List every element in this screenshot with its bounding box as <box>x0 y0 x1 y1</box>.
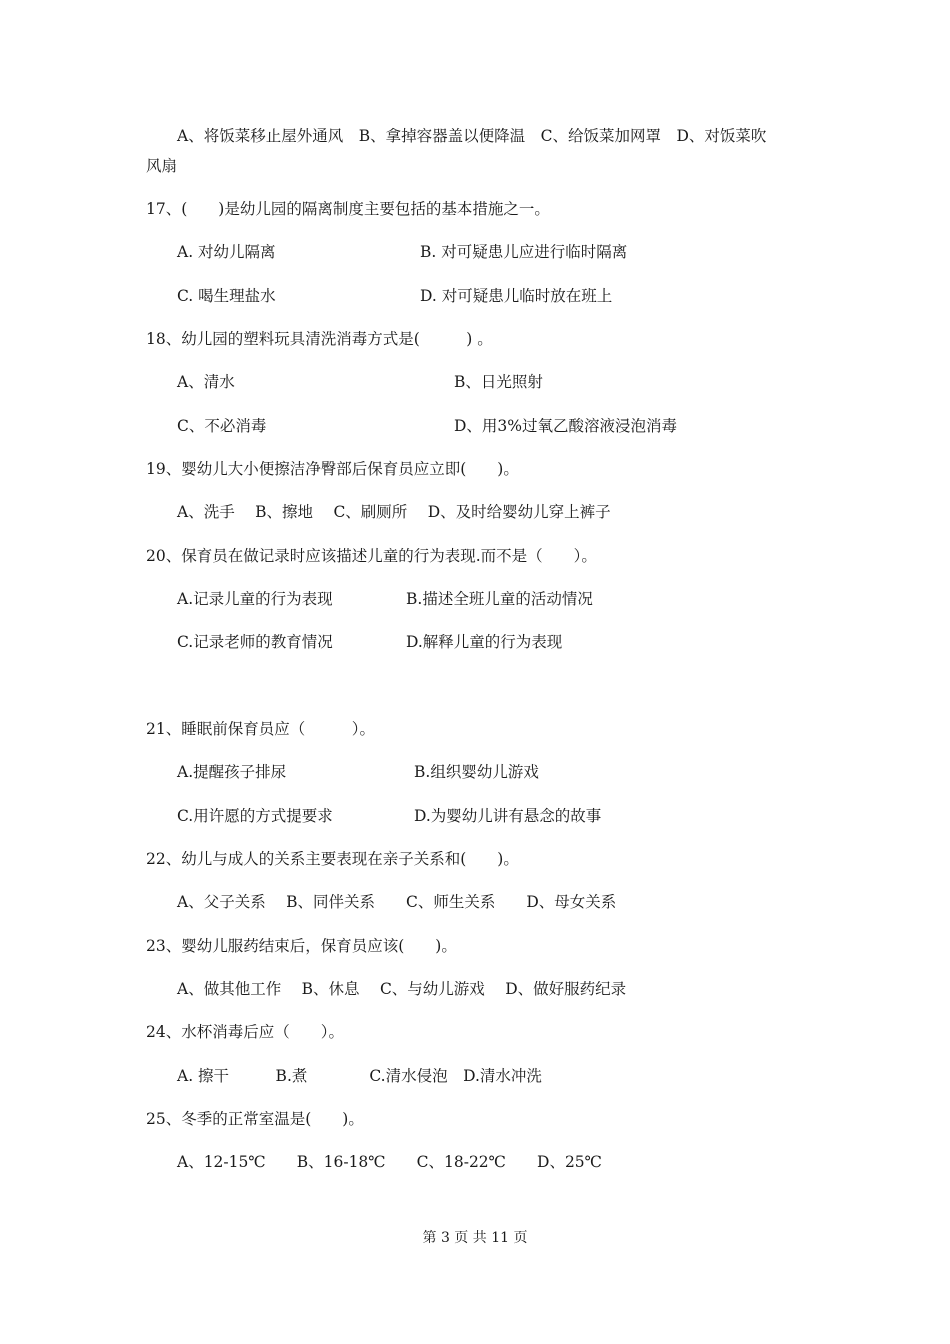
question-18-option-c: C、不必消毒 <box>177 417 267 435</box>
question-23-stem: 23、婴幼儿服药结束后，保育员应该( )。 <box>146 937 457 955</box>
question-22-options: A、父子关系 B、同伴关系 C、师生关系 D、母女关系 <box>177 893 617 911</box>
question-24-stem: 24、水杯消毒后应（ ）。 <box>146 1023 344 1041</box>
question-22-stem: 22、幼儿与成人的关系主要表现在亲子关系和( )。 <box>146 850 519 868</box>
question-24-options: A. 擦干 B.煮 C.清水侵泡 D.清水冲洗 <box>177 1067 542 1085</box>
question-25-stem: 25、冬季的正常室温是( )。 <box>146 1110 364 1128</box>
question-21-stem: 21、睡眠前保育员应（ ）。 <box>146 720 375 738</box>
question-21-option-c: C.用许愿的方式提要求 <box>177 807 333 825</box>
question-18-stem: 18、幼儿园的塑料玩具清洗消毒方式是( ) 。 <box>146 330 493 348</box>
question-21-option-a: A.提醒孩子排尿 <box>177 763 287 781</box>
question-18-option-d: D、用3%过氧乙酸溶液浸泡消毒 <box>454 417 678 435</box>
question-18-option-a: A、清水 <box>177 373 235 391</box>
question-20-option-d: D.解释儿童的行为表现 <box>406 633 563 651</box>
question-17-option-a: A. 对幼儿隔离 <box>177 243 276 261</box>
question-16-options-line-2: 风扇 <box>146 157 178 175</box>
question-17-option-b: B. 对可疑患儿应进行临时隔离 <box>420 243 628 261</box>
question-17-option-c: C. 喝生理盐水 <box>177 287 276 305</box>
question-17-stem: 17、( )是幼儿园的隔离制度主要包括的基本措施之一。 <box>146 200 550 218</box>
question-20-option-c: C.记录老师的教育情况 <box>177 633 333 651</box>
question-20-option-b: B.描述全班儿童的活动情况 <box>406 590 593 608</box>
question-21-option-b: B.组织婴幼儿游戏 <box>414 763 539 781</box>
question-17-option-d: D. 对可疑患儿临时放在班上 <box>420 287 613 305</box>
question-25-options: A、12-15℃ B、16-18℃ C、18-22℃ D、25℃ <box>177 1153 603 1171</box>
page-footer: 第 3 页 共 11 页 <box>422 1230 528 1246</box>
question-19-stem: 19、婴幼儿大小便擦洁净臀部后保育员应立即( )。 <box>146 460 519 478</box>
question-23-options: A、做其他工作 B、休息 C、与幼儿游戏 D、做好服药纪录 <box>177 980 627 998</box>
question-16-options-line-1: A、将饭菜移止屋外通风 B、拿掉容器盖以便降温 C、给饭菜加网罩 D、对饭菜吹 <box>177 127 767 145</box>
question-20-option-a: A.记录儿童的行为表现 <box>177 590 333 608</box>
question-20-stem: 20、保育员在做记录时应该描述儿童的行为表现.而不是（ ）。 <box>146 547 597 565</box>
question-21-option-d: D.为婴幼儿讲有悬念的故事 <box>414 807 602 825</box>
question-19-options: A、洗手 B、擦地 C、刷厕所 D、及时给婴幼儿穿上裤子 <box>177 503 611 521</box>
question-18-option-b: B、日光照射 <box>454 373 543 391</box>
